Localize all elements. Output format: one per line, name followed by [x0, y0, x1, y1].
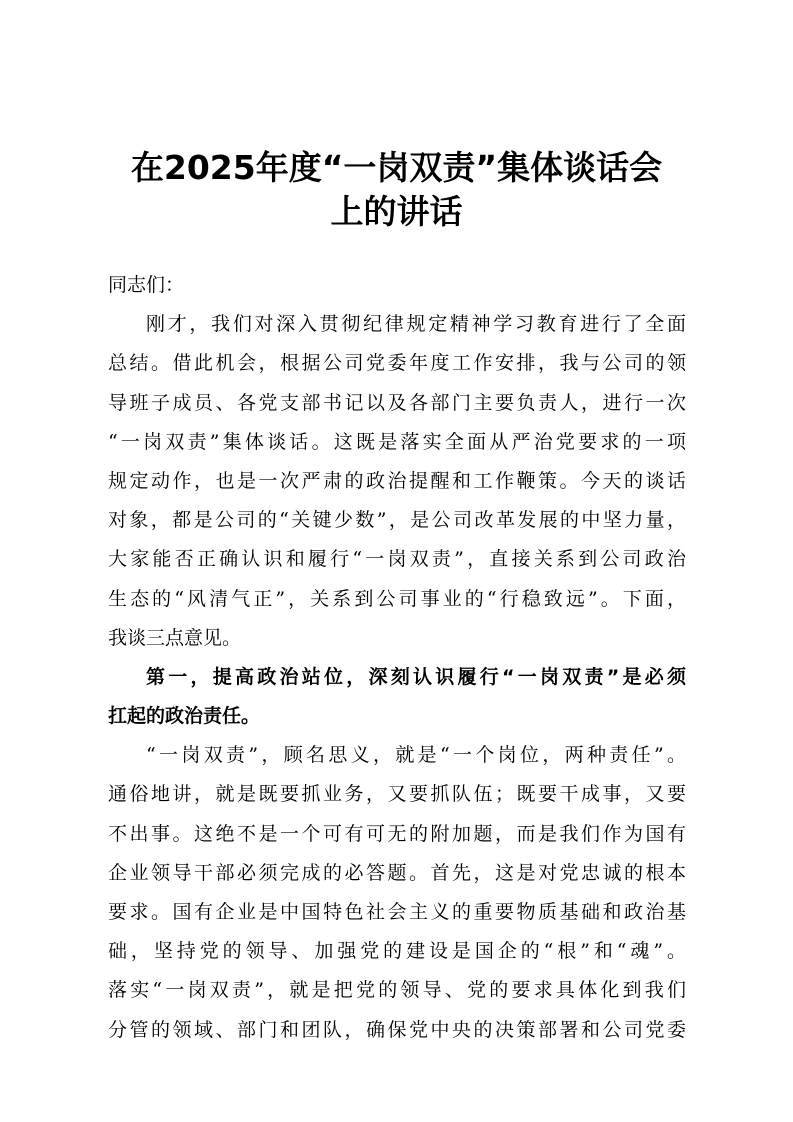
paragraph-line: 不出事。这绝不是一个可有可无的附加题，而是我们作为国有	[108, 822, 686, 845]
heading-line: 扛起的政治责任。	[108, 705, 261, 728]
paragraph-line: 刚才，我们对深入贯彻纪律规定精神学习教育进行了全面	[146, 313, 686, 336]
paragraph-line: 总结。借此机会，根据公司党委年度工作安排，我与公司的领	[108, 352, 686, 375]
paragraph-line: 大家能否正确认识和履行“一岗双责”，直接关系到公司政治	[108, 548, 686, 571]
paragraph-line: 导班子成员、各党支部书记以及各部门主要负责人，进行一次	[108, 391, 686, 414]
paragraph-line: 落实“一岗双责”，就是把党的领导、党的要求具体化到我们	[108, 979, 686, 1002]
paragraph-line: 分管的领域、部门和团队，确保党中央的决策部署和公司党委	[108, 1018, 686, 1041]
heading-line: 第一，提高政治站位，深刻认识履行“一岗双责”是必须	[146, 665, 686, 688]
paragraph-line: 生态的“风清气正”，关系到公司事业的“行稳致远”。下面，	[108, 587, 686, 610]
paragraph-line: “一岗双责”，顾名思义，就是“一个岗位，两种责任”。	[146, 744, 686, 767]
section-heading-1	[108, 658, 686, 736]
paragraph-2	[108, 736, 686, 1050]
document-body	[108, 266, 686, 1050]
page-title	[90, 146, 703, 234]
paragraph-line: 础，坚持党的领导、加强党的建设是国企的“根”和“魂”。	[108, 940, 686, 963]
paragraph-line: 我谈三点意见。	[108, 626, 242, 649]
paragraph-line: 企业领导干部必须完成的必答题。首先，这是对党忠诚的根本	[108, 861, 686, 884]
paragraph-1	[108, 305, 686, 658]
title-line-1: 在2025年度“一岗双责”集体谈话会	[130, 148, 663, 187]
salutation: 同志们：	[108, 274, 185, 296]
paragraph-line: 通俗地讲，就是既要抓业务，又要抓队伍；既要干成事，又要	[108, 783, 686, 806]
title-line-2: 上的讲话	[330, 192, 463, 231]
paragraph-line: 对象，都是公司的“关键少数”，是公司改革发展的中坚力量，	[108, 509, 686, 532]
paragraph-line: “一岗双责”集体谈话。这既是落实全面从严治党要求的一项	[108, 430, 686, 453]
paragraph-line: 规定动作，也是一次严肃的政治提醒和工作鞭策。今天的谈话	[108, 469, 686, 492]
paragraph-line: 要求。国有企业是中国特色社会主义的重要物质基础和政治基	[108, 901, 686, 923]
